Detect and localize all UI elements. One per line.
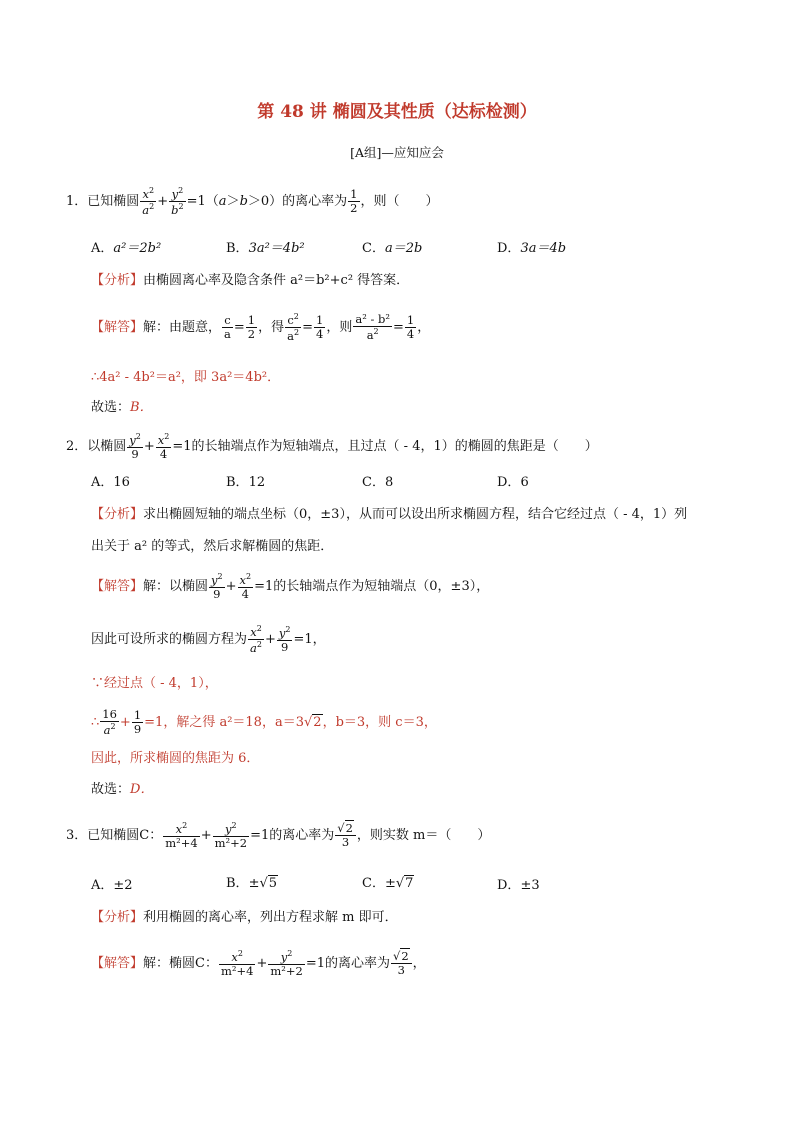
q3-option-d: D．±3 [497,878,540,893]
q2-option-d: D．6 [497,475,529,490]
q3-option-b: B．±√5 [226,876,278,891]
section-subtitle: [A组]—应知应会 [350,145,444,160]
q2-option-b: B．12 [226,475,266,490]
q1-solution: 【解答】解：由题意， $\frac{c}{a}$ = $\frac{1}{2}$ ，得 $\frac{c^2}{a^2}$ = $\frac{1}{4}$ ，则 $\frac{\text{a² - b²}}{a^2}$ = $\frac{1}{4}$ ， [91,311,431,343]
q1-option-b: B．3a²＝4b² [226,241,305,256]
q1-choose: 故选：B． [91,400,153,415]
q1-analysis: 【分析】由椭圆离心率及隐含条件 a²＝b²+c² 得答案． [91,273,410,288]
q1-option-a: A．a²＝2b² [91,241,162,256]
q3-option-a: A．±2 [91,878,133,893]
q1-option-d: D．3a＝4b [497,241,567,256]
q2-option-c: C．8 [362,475,394,490]
q2-stem: 2．以椭圆 $\frac{y^2}{9}$ + $\frac{x^2}{4}$ =1的长轴端点作为短轴端点，且过点（ - 4，1）的椭圆的焦距是（ ） [66,432,598,462]
q2-hence: 因此，所求椭圆的焦距为 6． [91,751,260,766]
q2-option-a: A．16 [91,475,130,490]
q2-choose: 故选：D． [91,782,154,797]
q2-because: ∵经过点（ - 4，1）， [91,676,218,691]
q1-therefore: ∴4a² - 4b²＝a²，即 3a²＝4b²． [91,370,281,385]
q3-analysis: 【分析】利用椭圆的离心率，列出方程求解 m 即可． [91,910,398,925]
q1-option-c: C．a＝2b [362,241,423,256]
q2-therefore: ∴ $\frac{16}{a^2}$ + $\frac{1}{9}$ =1，解之得 a²＝18，a＝3√2，b＝3，则 c＝3， [91,707,437,738]
q1-stem: 1．已知椭圆 $\frac{x^2}{a^2}$ + $\frac{y^2}{b^2}$ =1（a＞b＞0）的离心率为 $\frac{1}{2}$ ，则（ ） [66,186,439,217]
q2-analysis-line2: 出关于 a² 的等式，然后求解椭圆的焦距． [91,539,334,554]
q2-solution: 【解答】解：以椭圆 $\frac{y^2}{9}$ + $\frac{x^2}{4}$ =1的长轴端点作为短轴端点（0，±3）， [91,572,490,602]
q3-stem: 3．已知椭圆C： $\frac{x^2}{\text{m²+4}}$ + $\frac{y^2}{\text{m²+2}}$ =1的离心率为 $\frac{√2}{3}$ ，则实数 m＝（ ） [66,820,491,851]
q2-analysis-line1: 【分析】求出椭圆短轴的端点坐标（0，±3），从而可以设出所求椭圆方程，结合它经过点（ - 4，1）列 [91,507,688,522]
q3-option-c: C．±√7 [362,876,414,891]
q3-solution: 【解答】解：椭圆C： $\frac{x^2}{\text{m²+4}}$ + $\frac{y^2}{\text{m²+2}}$ =1的离心率为 $\frac{√2}{3}$ ， [91,948,426,979]
page-title: 第 48 讲 椭圆及其性质（达标检测） [257,102,537,122]
q2-set-equation: 因此可设所求的椭圆方程为 $\frac{x^2}{a^2}$ + $\frac{y^2}{9}$ =1， [91,624,326,655]
